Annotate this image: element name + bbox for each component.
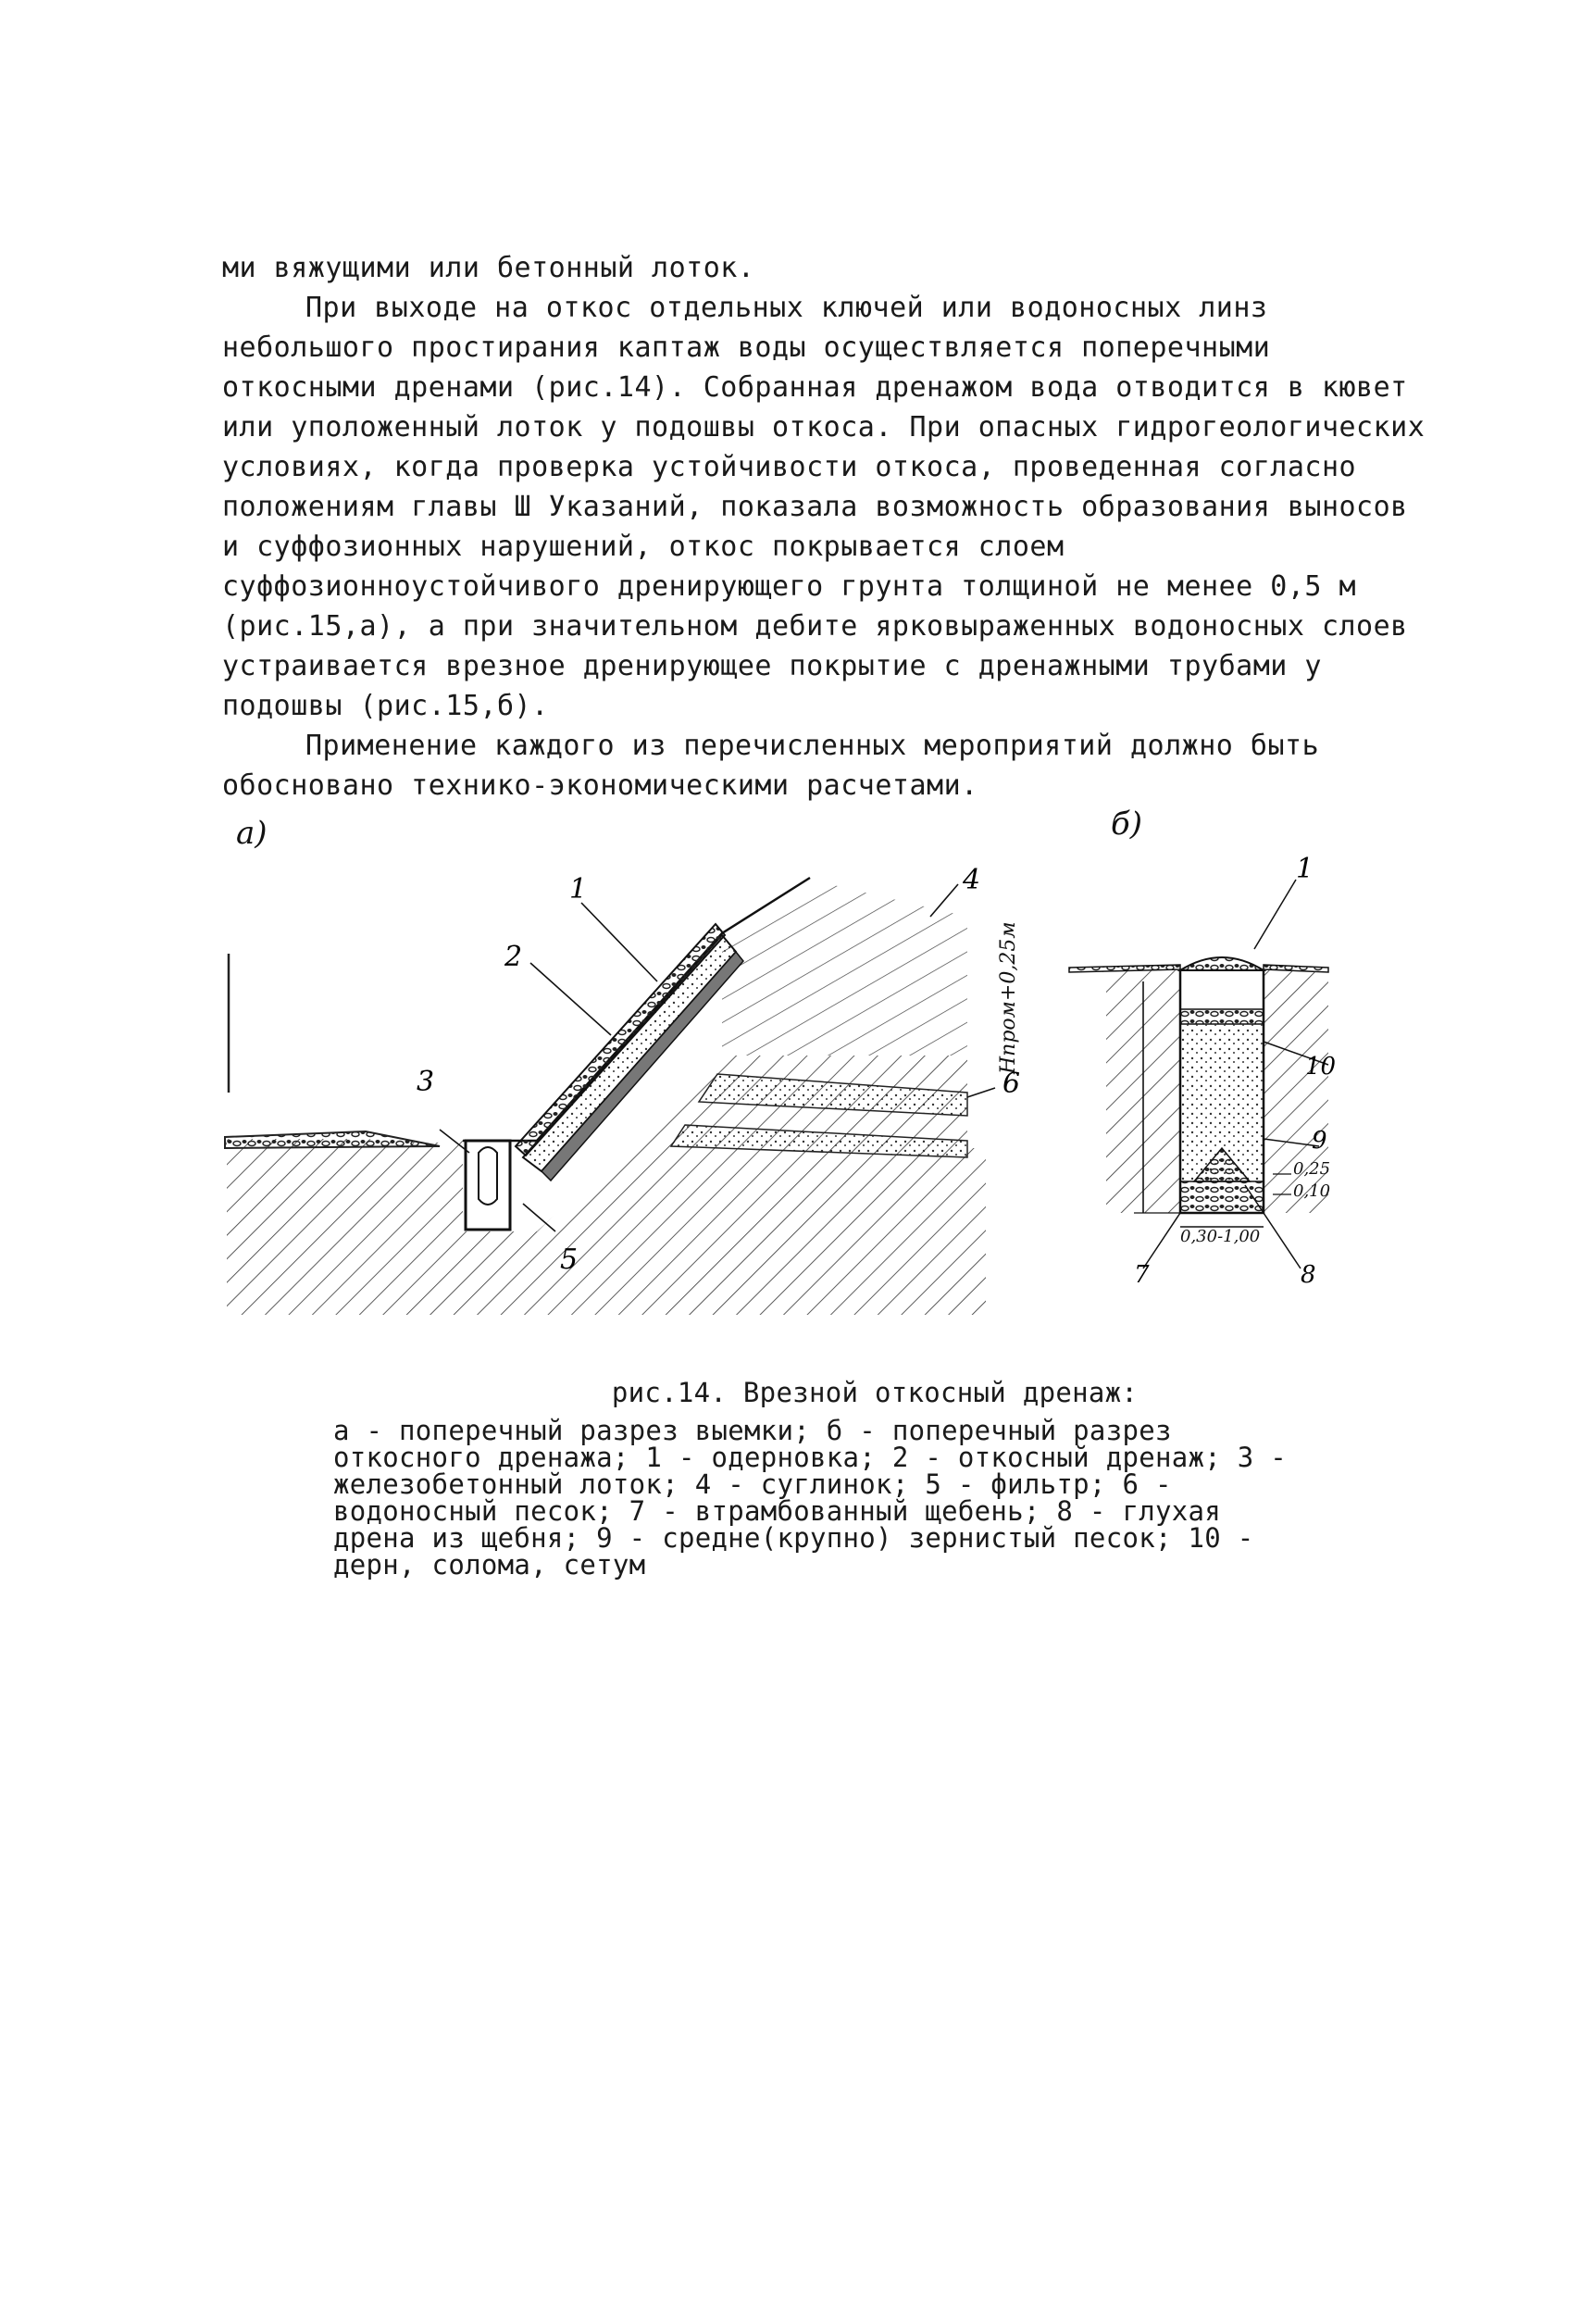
label-b: б) (1111, 806, 1143, 843)
body-text (222, 248, 1426, 806)
diagram-b (1069, 853, 1336, 1289)
caption-title: рис.14. Врезной откосный дренаж: (611, 1377, 1139, 1408)
callout-b-7: 7 (1134, 1261, 1150, 1289)
concrete-tray (466, 1141, 510, 1230)
callout-a-3: 3 (417, 1066, 435, 1098)
figure-14 (218, 796, 1337, 1370)
dim-right-1: 0,25 (1293, 1159, 1331, 1179)
callout-b-9: 9 (1312, 1127, 1327, 1155)
paragraph-1: При выходе на откос отдельных ключей или водоносных линз небольшого простирания каптаж воды осуществляется поперечными откосными дренами (рис.14). Собранная дренажом вода отводится в кювет или уположенный лоток у подошвы откоса. При опасных гидрогеологических условиях, когда проверка устойчивости откоса, проведенная согласно положениям главы Ш Указаний, показала возможность образования выносов и суффозионных нарушений, откос покрывается слоем суффозионноустойчивого дренирующего грунта толщиной не менее 0,5 м (рис.15,а), а при значительном дебите ярковыраженных водоносных слоев устраивается врезное дренирующее покрытие с дренажными трубами у подошвы (рис.15,б). (222, 292, 1426, 722)
drainage-diagram (218, 796, 1337, 1370)
loam-mass (722, 880, 967, 1056)
callout-b-10: 10 (1305, 1053, 1337, 1081)
sod-left (225, 1131, 440, 1148)
callout-a-5: 5 (560, 1243, 579, 1276)
callout-b-8: 8 (1301, 1261, 1316, 1289)
paragraph-0: ми вяжущими или бетонный лоток. (222, 252, 755, 284)
diagram-a (225, 864, 1020, 1315)
label-a: а) (236, 815, 268, 852)
callout-a-2: 2 (504, 941, 523, 973)
callout-a-6: 6 (1002, 1068, 1021, 1100)
dim-vertical: Нпром+0,25м (997, 921, 1020, 1074)
paragraph-2: Применение каждого из перечисленных мероприятий должно быть обосновано технико-экономическими расчетами. (222, 730, 1320, 802)
callout-a-1: 1 (569, 873, 588, 906)
callout-a-4: 4 (963, 864, 981, 896)
figure-caption (333, 1377, 1314, 1581)
dim-right-2: 0,10 (1293, 1181, 1331, 1201)
dim-bottom: 0,30-1,00 (1180, 1227, 1261, 1246)
caption-legend: а - поперечный разрез выемки; б - поперечный разрез откосного дренажа; 1 - одерновка; 2 - откосный дренаж; 3 - железобетонный лоток; 4 - суглинок; 5 - фильтр; 6 - водоносный песок; 7 - втрамбованный щебень; 8 - глухая дрена из щебня; 9 - средне(крупно) зернистый песок; 10 - дерн, солома, сетум (333, 1415, 1288, 1581)
callout-b-1: 1 (1296, 853, 1314, 885)
